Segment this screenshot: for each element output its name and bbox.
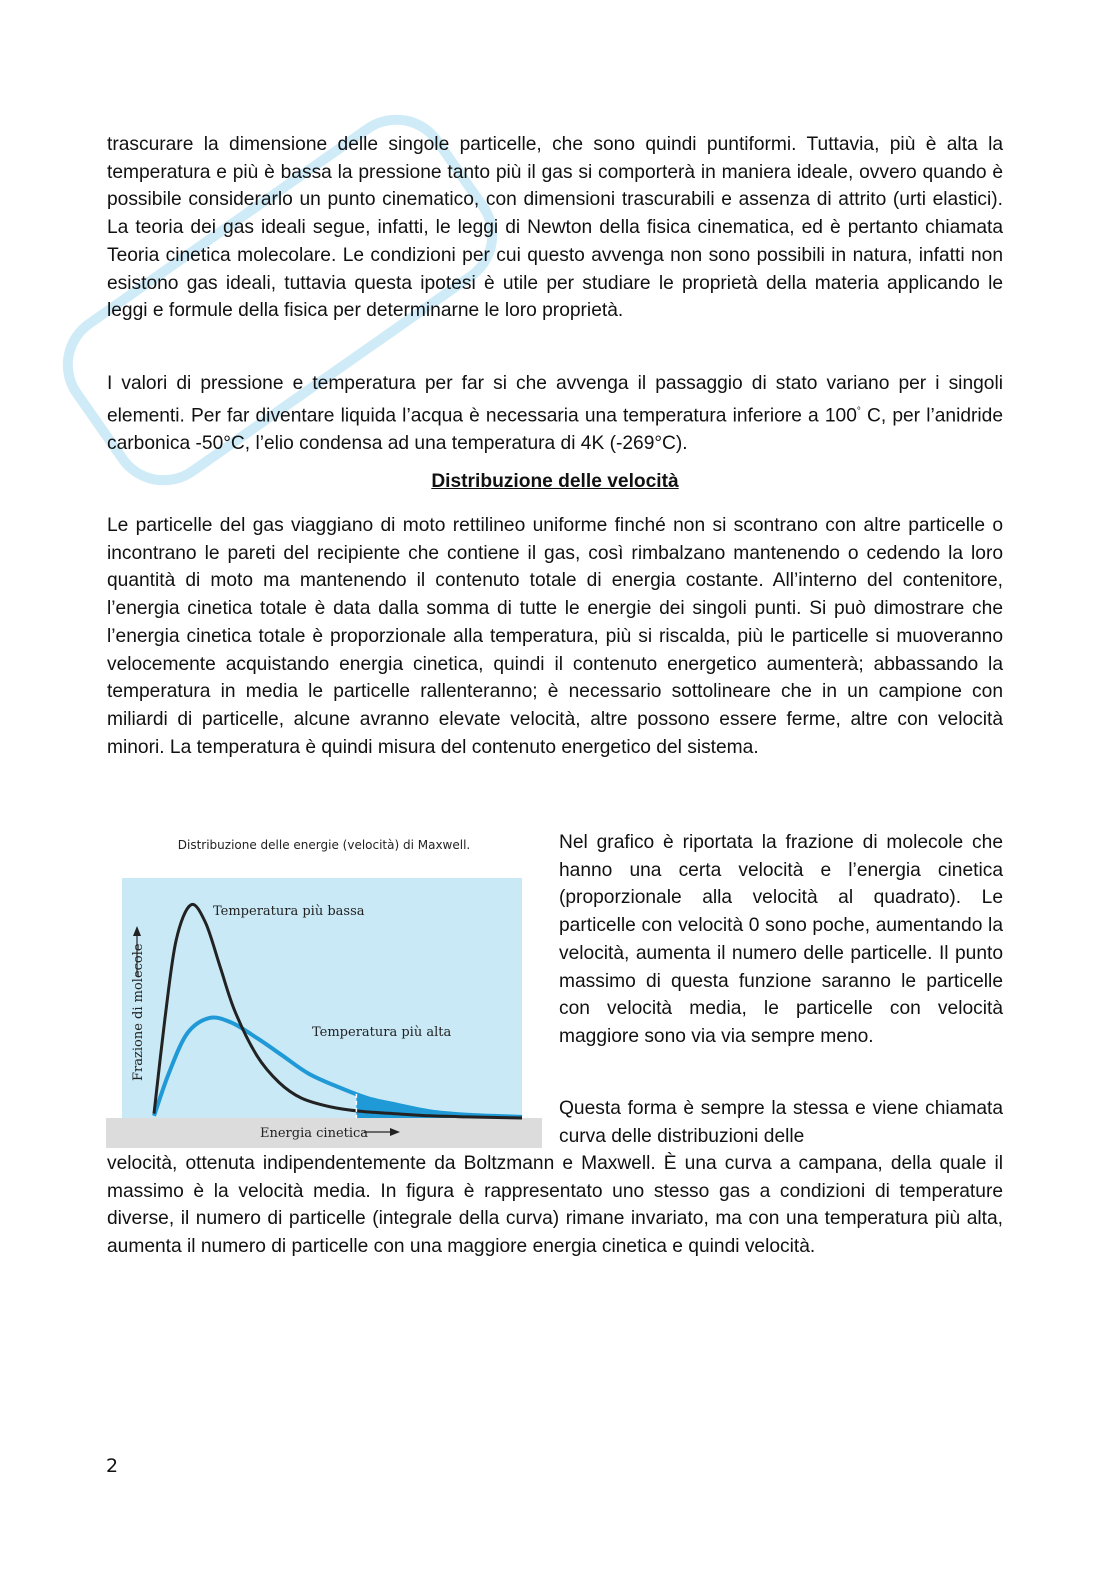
page-number: 2 [106, 1455, 119, 1477]
degree-mark: ° [856, 405, 861, 417]
paragraph-pressure-temperature [107, 370, 1003, 458]
maxwell-chart [106, 826, 542, 1148]
paragraph-chart-description: Nel grafico è riportata la frazione di molecole che hanno una certa velocità e l’energia cinetica (proporzionale alla velocità al quadrato). Le particelle con velocità 0 sono poche, aumentando la velocità, aumenta il numero delle particelle. Il punto massimo di questa funzione saranno le particelle con velocità media, le particelle con velocità maggiore sono via via sempre meno. [559, 832, 1003, 1047]
paragraph-curve-name: Questa forma è sempre la stessa e viene chiamata curva delle distribuzioni delle [559, 1098, 1003, 1147]
paragraph-intro: trascurare la dimensione delle singole particelle, che sono quindi puntiformi. Tuttavia, più è alta la temperatura e più è bassa la pressione tanto più il gas si comporterà in maniera ideale, ovvero quando è possibile considerarlo un punto cinematico, con dimensioni trascurabili e assenza di attrito (urti elastici). La teoria dei gas ideali segue, infatti, le leggi di Newton della fisica cinematica, ed è pertanto chiamata Teoria cinetica molecolare. Le condizioni per cui questo avvenga non sono possibili in natura, infatti non esistono gas ideali, tuttavia questa ipotesi è utile per studiare le proprietà della materia applicando le leggi e formule della fisica per determinarne le loro proprietà. [107, 134, 1003, 322]
legend-label-low-temperature: Temperatura più bassa [213, 904, 365, 919]
paragraph-pressure-temperature-text-2: C, per l’anidride carbonica -50°C, l’elio condensa ad una temperatura di 4K (-269°C). [107, 405, 1003, 454]
paragraph-conclusion: velocità, ottenuta indipendentemente da Boltzmann e Maxwell. È una curva a campana, della quale il massimo è la velocità media. In figura è rappresentato uno stesso gas a condizioni di temperature diverse, il numero di particelle (integrale della curva) rimane invariato, ma con una temperatura più alta, aumenta il numero di particelle con una maggiore energia cinetica e quindi velocità. [107, 1153, 1003, 1258]
section-heading: Distribuzione delle velocità [431, 471, 679, 492]
paragraph-pressure-temperature-text-1: I valori di pressione e temperatura per far si che avvenga il passaggio di stato variano per i singoli elementi. Per far diventare liquida l’acqua è necessaria una temperatura inferiore a 100 [107, 373, 1003, 427]
legend-label-high-temperature: Temperatura più alta [312, 1025, 452, 1040]
maxwell-distribution-figure [106, 826, 542, 1148]
y-axis-label-group [131, 943, 146, 1081]
paragraph-particle-motion: Le particelle del gas viaggiano di moto rettilineo uniforme finché non si scontrano con altre particelle o incontrano le pareti del recipiente che contiene il gas, così rimbalzano mantenendo o cedendo la loro quantità di moto ma mantenendo il contenuto totale di energia costante. All’interno del contenitore, l’energia cinetica totale è data dalla somma di tutte le energie dei singoli punti. Si può dimostrare che l’energia cinetica totale è proporzionale alla temperatura, più si riscalda, più le particelle si muoveranno velocemente acquistando energia cinetica, quindi il contenuto energetico aumenterà; abbassando la temperatura in media le particelle rallenteranno; è necessario sottolineare che in un campione con miliardi di particelle, alcune avranno elevate velocità, altre possono essere ferme, altre con velocità minori. La temperatura è quindi misura del contenuto energetico del sistema. [107, 515, 1003, 758]
y-axis-label: Frazione di molecole [131, 943, 146, 1081]
chart-title: Distribuzione delle energie (velocità) di Maxwell. [177, 838, 471, 852]
x-axis-label: Energia cinetica [260, 1126, 369, 1141]
